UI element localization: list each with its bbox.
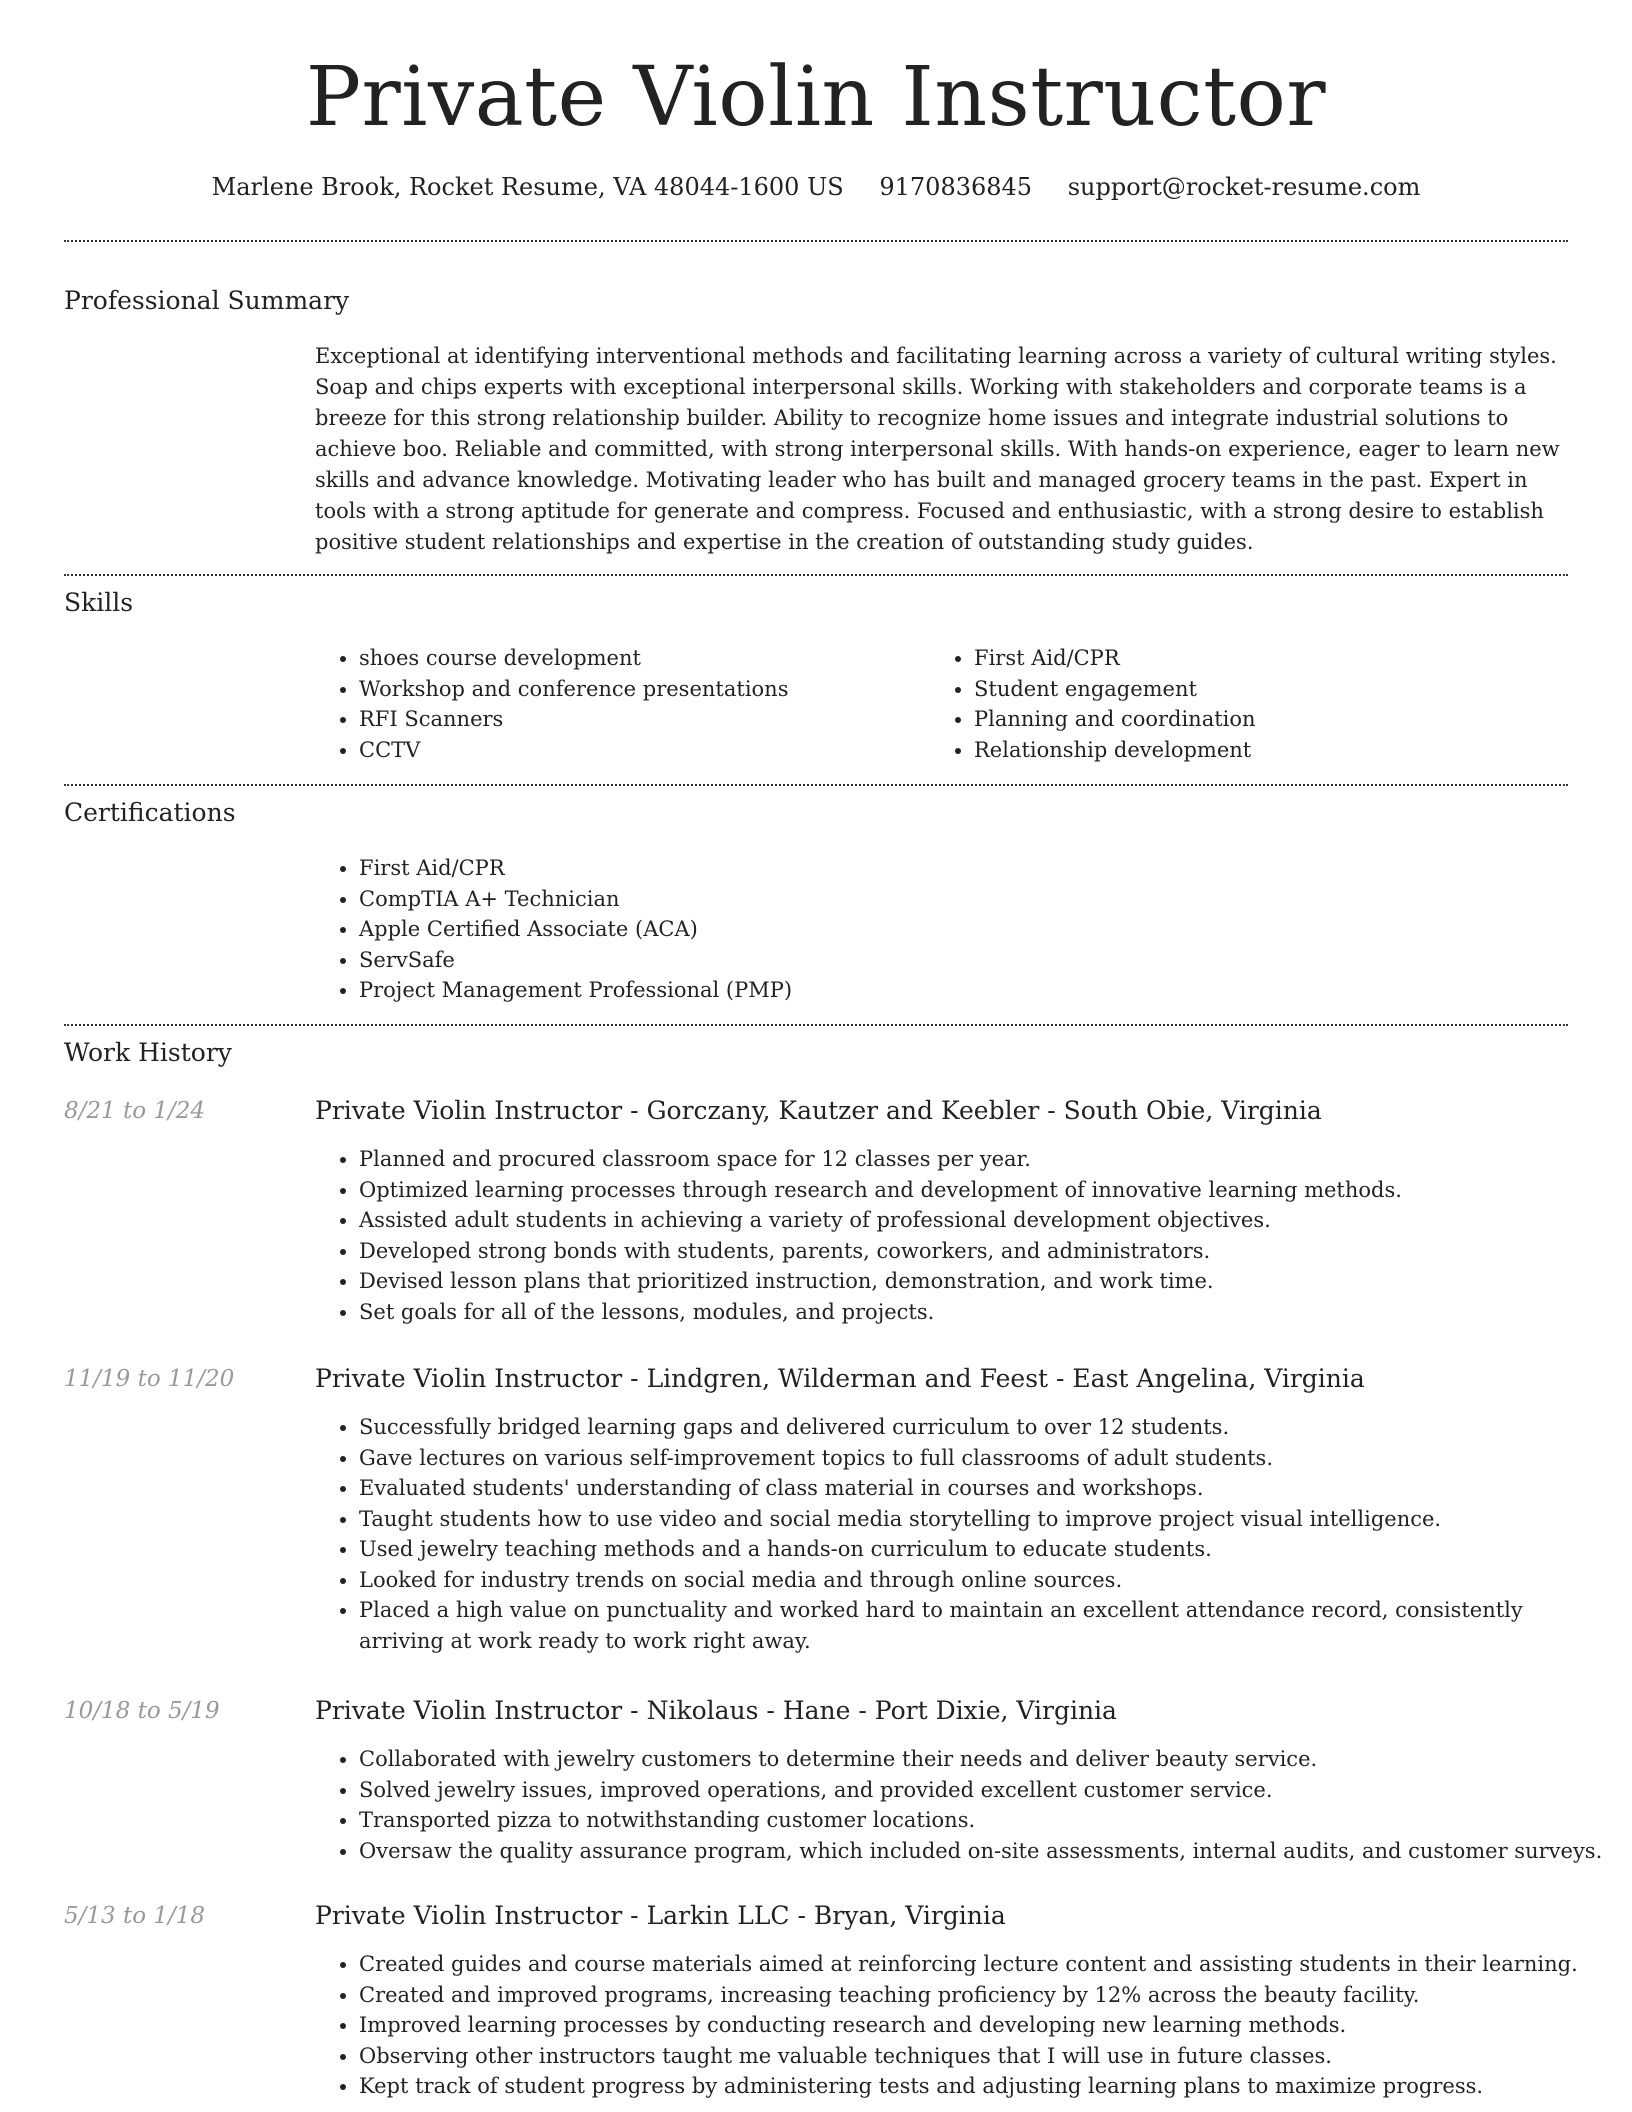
list-item: • Optimized learning processes through research and development of innovative learning methods. <box>359 1175 1612 1206</box>
list-item: • Devised lesson plans that prioritized instruction, demonstration, and work time. <box>359 1266 1612 1297</box>
list-item: • First Aid/CPR <box>359 853 1559 884</box>
contact-line <box>0 170 1632 204</box>
list-item: • Planned and procured classroom space for 12 classes per year. <box>359 1144 1612 1175</box>
job-title: Private Violin Instructor - Gorczany, Kautzer and Keebler - South Obie, Virginia <box>315 1096 1322 1125</box>
list-item: • shoes course development <box>359 643 919 674</box>
list-item: • ServSafe <box>359 945 1559 976</box>
list-item: • Planning and coordination <box>974 704 1574 735</box>
list-item: • Project Management Professional (PMP) <box>359 975 1559 1006</box>
list-item: • Assisted adult students in achieving a variety of professional development objectives. <box>359 1205 1612 1236</box>
job-dates: 11/19 to 11/20 <box>64 1366 235 1392</box>
list-item: • Improved learning processes by conducting research and developing new learning methods. <box>359 2010 1612 2041</box>
list-item: • CompTIA A+ Technician <box>359 884 1559 915</box>
list-item: • Collaborated with jewelry customers to determine their needs and deliver beauty service. <box>359 1744 1612 1775</box>
list-item: • Oversaw the quality assurance program, which included on-site assessments, internal audits, and customer surveys. <box>359 1836 1612 1867</box>
list-item: • Kept track of student progress by administering tests and adjusting learning plans to maximize progress. <box>359 2071 1612 2102</box>
list-item: • Created and improved programs, increasing teaching proficiency by 12% across the beauty facility. <box>359 1980 1612 2011</box>
list-item: • Created guides and course materials aimed at reinforcing lecture content and assisting students in their learning. <box>359 1949 1612 1980</box>
job-bullets <box>315 1412 1612 1656</box>
list-item: • Gave lectures on various self-improvement topics to full classrooms of adult students. <box>359 1443 1612 1474</box>
job-title: Private Violin Instructor - Nikolaus - Hane - Port Dixie, Virginia <box>315 1696 1117 1725</box>
divider <box>64 240 1568 242</box>
certifications-list <box>315 853 1559 1006</box>
job-dates: 5/13 to 1/18 <box>64 1903 206 1929</box>
list-item: • Looked for industry trends on social media and through online sources. <box>359 1565 1612 1596</box>
list-item: • Successfully bridged learning gaps and delivered curriculum to over 12 students. <box>359 1412 1612 1443</box>
skills-heading: Skills <box>64 588 134 617</box>
list-item: • Workshop and conference presentations <box>359 674 919 705</box>
job-dates: 8/21 to 1/24 <box>64 1098 206 1124</box>
list-item: • Used jewelry teaching methods and a hands-on curriculum to educate students. <box>359 1534 1612 1565</box>
skills-list-left <box>315 643 919 765</box>
list-item: • Evaluated students' understanding of class material in courses and workshops. <box>359 1473 1612 1504</box>
skills-list-right <box>930 643 1574 765</box>
summary-heading: Professional Summary <box>64 286 350 315</box>
summary-text: Exceptional at identifying interventional methods and facilitating learning across a variety of cultural writing styles. Soap and chips experts with exceptional interpersonal skills. Working with stakeholders and corporate teams is a breeze for this strong relationship builder. Ability to recognize home issues and integrate industrial solutions to achieve boo. Reliable and committed, with strong interpersonal skills. With hands-on experience, eager to learn new skills and advance knowledge. Motivating leader who has built and managed grocery teams in the past. Expert in tools with a strong aptitude for generate and compress. Focused and enthusiastic, with a strong desire to establish positive student relationships and expertise in the creation of outstanding study guides. <box>315 344 1560 554</box>
job-bullets <box>315 1144 1612 1327</box>
list-item: • Developed strong bonds with students, parents, coworkers, and administrators. <box>359 1236 1612 1267</box>
divider <box>64 1024 1568 1026</box>
list-item: • CCTV <box>359 735 919 766</box>
certifications-heading: Certifications <box>64 798 236 827</box>
job-bullets <box>315 1744 1612 1866</box>
list-item: • Apple Certified Associate (ACA) <box>359 914 1559 945</box>
list-item: • Transported pizza to notwithstanding customer locations. <box>359 1805 1612 1836</box>
job-dates: 10/18 to 5/19 <box>64 1698 220 1724</box>
divider <box>64 784 1568 786</box>
list-item: • Set goals for all of the lessons, modules, and projects. <box>359 1297 1612 1328</box>
contact-email: support@rocket-resume.com <box>1067 173 1421 201</box>
resume-title: Private Violin Instructor <box>305 50 1327 145</box>
list-item: • Student engagement <box>974 674 1574 705</box>
contact-phone: 9170836845 <box>879 173 1033 201</box>
list-item: • Observing other instructors taught me valuable techniques that I will use in future classes. <box>359 2041 1612 2072</box>
list-item: • Placed a high value on punctuality and worked hard to maintain an excellent attendance record, consistently arriving at work ready to work right away. <box>359 1595 1612 1656</box>
work-history-heading: Work History <box>64 1038 232 1067</box>
list-item: • First Aid/CPR <box>974 643 1574 674</box>
divider <box>64 574 1568 576</box>
job-title: Private Violin Instructor - Larkin LLC - Bryan, Virginia <box>315 1901 1006 1930</box>
list-item: • RFI Scanners <box>359 704 919 735</box>
list-item: • Solved jewelry issues, improved operations, and provided excellent customer service. <box>359 1775 1612 1806</box>
list-item: • Taught students how to use video and social media storytelling to improve project visual intelligence. <box>359 1504 1612 1535</box>
list-item: • Relationship development <box>974 735 1574 766</box>
contact-address: Marlene Brook, Rocket Resume, VA 48044-1600 US <box>211 173 844 201</box>
job-title: Private Violin Instructor - Lindgren, Wilderman and Feest - East Angelina, Virginia <box>315 1364 1365 1393</box>
job-bullets <box>315 1949 1612 2102</box>
